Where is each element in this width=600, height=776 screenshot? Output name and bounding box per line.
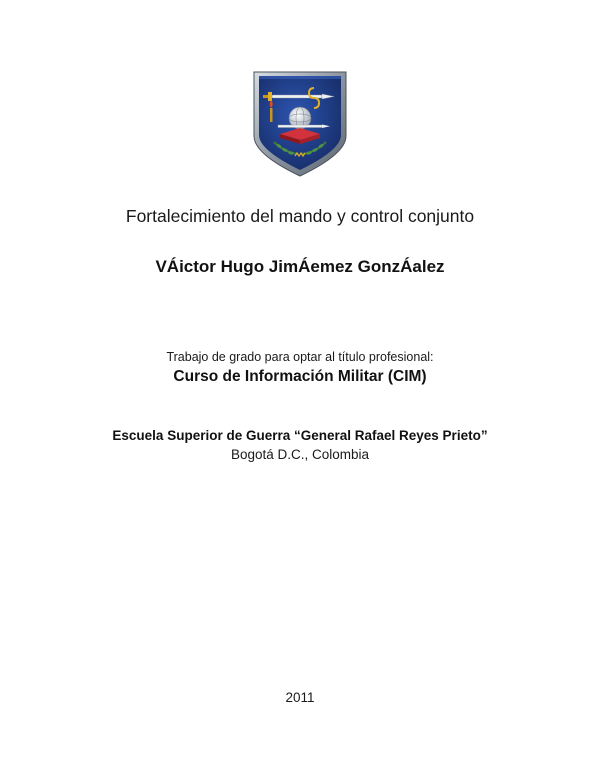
document-title: Fortalecimiento del mando y control conjunto	[125, 206, 475, 226]
institution-name: Escuela Superior de Guerra “General Rafael Reyes Prieto”	[112, 428, 488, 443]
institution-location: Bogotá D.C., Colombia	[230, 447, 370, 462]
author-name: VÁictor Hugo JimÁemez GonzÁalez	[155, 257, 445, 276]
military-school-crest-icon	[252, 70, 348, 178]
degree-name: Curso de Información Militar (CIM)	[173, 368, 427, 385]
publication-year: 2011	[285, 690, 315, 705]
degree-intro: Trabajo de grado para optar al título profesional:	[166, 350, 434, 364]
